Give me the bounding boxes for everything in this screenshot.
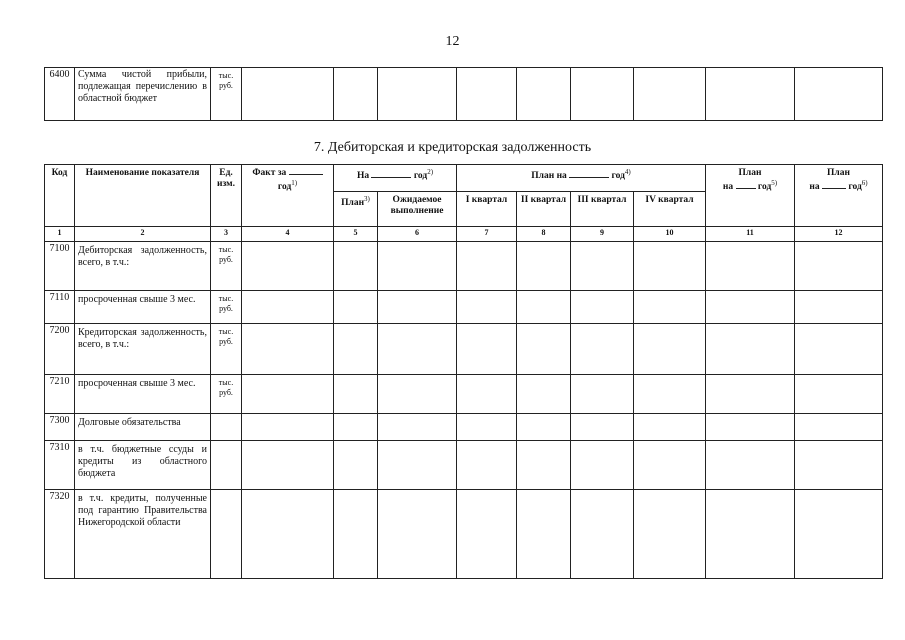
- header-plan-11: План на год$^{5)}$: [706, 165, 795, 227]
- table-row: [45, 441, 883, 490]
- column-number: 6: [378, 227, 457, 242]
- cell: [378, 414, 457, 441]
- column-number: 11: [706, 227, 795, 242]
- header-unit: Ед. изм.: [211, 165, 242, 227]
- header-expected: Ожидаемое выполнение: [378, 192, 457, 227]
- column-number-row: [45, 227, 883, 242]
- column-number: 4: [242, 227, 334, 242]
- cell: [795, 242, 883, 291]
- cell: [378, 375, 457, 414]
- header-row: [45, 165, 883, 192]
- cell: [634, 414, 706, 441]
- cell: [634, 490, 706, 579]
- cell: [795, 414, 883, 441]
- header-plan-na: План на год$^{4)}$: [457, 165, 706, 192]
- cell: [242, 324, 334, 375]
- cell: [706, 68, 795, 121]
- cell: [571, 441, 634, 490]
- cell: [634, 291, 706, 324]
- row-code: 7110: [45, 291, 75, 324]
- cell: [706, 242, 795, 291]
- column-number: 12: [795, 227, 883, 242]
- header-q1: I квартал: [457, 192, 517, 227]
- cell: [242, 414, 334, 441]
- row-unit: тыс. руб.: [211, 375, 242, 414]
- row-unit: [211, 441, 242, 490]
- cell: [634, 242, 706, 291]
- page-number: 12: [445, 34, 460, 49]
- row-name: в т.ч. бюджетные ссуды и кредиты из областного бюджета: [75, 441, 211, 490]
- cell: [457, 441, 517, 490]
- column-number: 1: [45, 227, 75, 242]
- table-row: [45, 414, 883, 441]
- column-number: 10: [634, 227, 706, 242]
- header-q4: IV квартал: [634, 192, 706, 227]
- table-row: [45, 375, 883, 414]
- cell: [457, 490, 517, 579]
- header-q3: III квартал: [571, 192, 634, 227]
- header-q2: II квартал: [517, 192, 571, 227]
- header-fact: Факт за год$^{1)}$: [242, 165, 334, 227]
- cell: [334, 414, 378, 441]
- cell: [242, 291, 334, 324]
- row-name: просроченная свыше 3 мес.: [75, 375, 211, 414]
- cell: [795, 375, 883, 414]
- cell: [378, 68, 457, 121]
- table-row: [45, 291, 883, 324]
- row-code: 7100: [45, 242, 75, 291]
- row-code: 7300: [45, 414, 75, 441]
- cell: [517, 375, 571, 414]
- row-unit: [211, 490, 242, 579]
- cell: [517, 68, 571, 121]
- row-unit: тыс. руб.: [211, 242, 242, 291]
- row-code: 6400: [45, 68, 75, 121]
- cell: [706, 324, 795, 375]
- cell: [517, 242, 571, 291]
- header-plan: План$^{3)}$: [334, 192, 378, 227]
- cell: [571, 375, 634, 414]
- cell: [571, 242, 634, 291]
- row-unit: тыс. руб.: [211, 291, 242, 324]
- cell: [457, 414, 517, 441]
- cell: [634, 375, 706, 414]
- cell: [517, 441, 571, 490]
- cell: [457, 291, 517, 324]
- cell: [517, 414, 571, 441]
- row-code: 7310: [45, 441, 75, 490]
- cell: [334, 324, 378, 375]
- column-number: 5: [334, 227, 378, 242]
- cell: [242, 242, 334, 291]
- cell: [378, 291, 457, 324]
- cell: [334, 242, 378, 291]
- cell: [706, 441, 795, 490]
- cell: [795, 68, 883, 121]
- cell: [795, 324, 883, 375]
- row-code: 7200: [45, 324, 75, 375]
- row-name: Сумма чистой прибыли, подлежащая перечислению в областной бюджет: [75, 68, 211, 121]
- profit-table: [44, 67, 883, 121]
- cell: [706, 375, 795, 414]
- cell: [634, 68, 706, 121]
- cell: [795, 441, 883, 490]
- table-row: [45, 242, 883, 291]
- row-unit: тыс. руб.: [211, 324, 242, 375]
- cell: [378, 441, 457, 490]
- table-row: [45, 68, 883, 121]
- header-na: На год$^{2)}$: [334, 165, 457, 192]
- cell: [517, 490, 571, 579]
- cell: [795, 490, 883, 579]
- cell: [457, 375, 517, 414]
- row-name: Кредиторская задолженность, всего, в т.ч.:: [75, 324, 211, 375]
- cell: [706, 291, 795, 324]
- row-name: просроченная свыше 3 мес.: [75, 291, 211, 324]
- cell: [634, 324, 706, 375]
- cell: [378, 324, 457, 375]
- cell: [334, 490, 378, 579]
- column-number: 2: [75, 227, 211, 242]
- cell: [242, 490, 334, 579]
- column-number: 7: [457, 227, 517, 242]
- cell: [517, 291, 571, 324]
- row-name: Дебиторская задолженность, всего, в т.ч.:: [75, 242, 211, 291]
- cell: [706, 414, 795, 441]
- cell: [242, 375, 334, 414]
- column-number: 9: [571, 227, 634, 242]
- header-code: Код: [45, 165, 75, 227]
- cell: [634, 441, 706, 490]
- cell: [334, 291, 378, 324]
- cell: [242, 68, 334, 121]
- cell: [457, 242, 517, 291]
- cell: [457, 324, 517, 375]
- cell: [334, 68, 378, 121]
- cell: [795, 291, 883, 324]
- cell: [571, 291, 634, 324]
- header-name: Наименование показателя: [75, 165, 211, 227]
- cell: [571, 324, 634, 375]
- cell: [378, 242, 457, 291]
- column-number: 8: [517, 227, 571, 242]
- header-plan-12: План на год$^{6)}$: [795, 165, 883, 227]
- debt-table: [44, 164, 883, 579]
- row-name: Долговые обязательства: [75, 414, 211, 441]
- cell: [334, 441, 378, 490]
- cell: [706, 490, 795, 579]
- row-code: 7210: [45, 375, 75, 414]
- cell: [334, 375, 378, 414]
- table-row: [45, 490, 883, 579]
- cell: [571, 414, 634, 441]
- cell: [242, 441, 334, 490]
- row-code: 7320: [45, 490, 75, 579]
- cell: [571, 68, 634, 121]
- cell: [378, 490, 457, 579]
- column-number: 3: [211, 227, 242, 242]
- row-unit: [211, 414, 242, 441]
- cell: [457, 68, 517, 121]
- cell: [517, 324, 571, 375]
- row-name: в т.ч. кредиты, полученные под гарантию Правительства Нижегородской области: [75, 490, 211, 579]
- section-title: 7. Дебиторская и кредиторская задолженность: [313, 140, 592, 155]
- cell: [571, 490, 634, 579]
- table-row: [45, 324, 883, 375]
- row-unit: тыс. руб.: [211, 68, 242, 121]
